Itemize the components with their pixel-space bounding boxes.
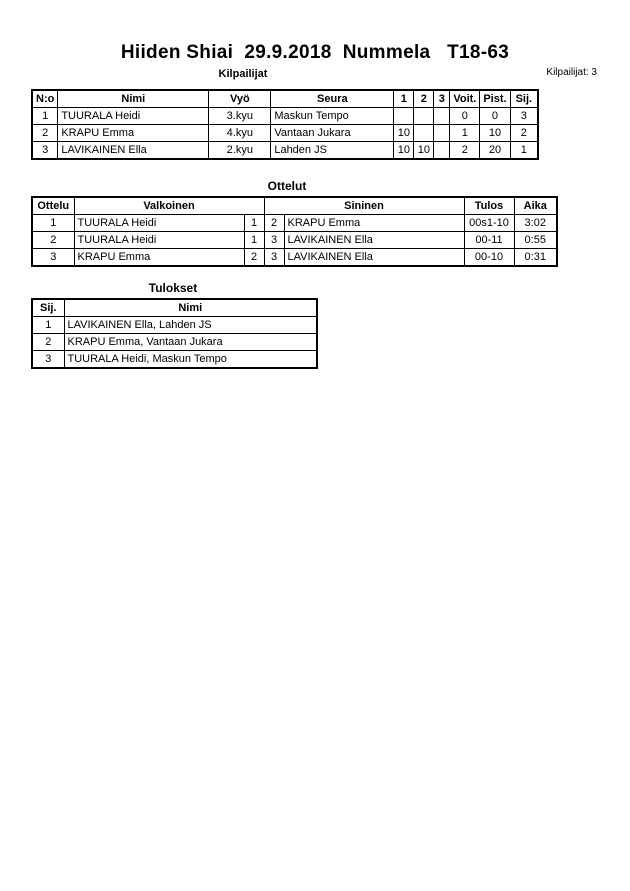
ottelut-table — [31, 196, 558, 267]
col-header-sij: Sij. — [510, 90, 538, 108]
col-header-sij: Sij. — [32, 299, 64, 317]
table-row — [32, 317, 317, 334]
cell-white-name: TUURALA Heidi — [74, 232, 244, 249]
kilpailijat-table — [31, 89, 539, 160]
cell-sij: 2 — [32, 334, 64, 351]
cell-blue-name: LAVIKAINEN Ella — [284, 232, 464, 249]
cell-score-2 — [414, 125, 434, 142]
cell-score-1: 10 — [394, 125, 414, 142]
col-header-ottelu: Ottelu — [32, 197, 74, 215]
cell-vyo: 4.kyu — [209, 125, 271, 142]
col-header-sininen: Sininen — [264, 197, 464, 215]
cell-score-1: 10 — [394, 142, 414, 160]
cell-aika: 3:02 — [514, 215, 557, 232]
cell-nimi: LAVIKAINEN Ella, Lahden JS — [64, 317, 317, 334]
cell-voit: 2 — [450, 142, 480, 160]
section-title-kilpailijat: Kilpailijat — [218, 68, 268, 80]
table-row — [32, 142, 538, 160]
tulokset-table — [31, 298, 318, 369]
cell-no: 1 — [32, 108, 58, 125]
cell-score-1 — [394, 108, 414, 125]
col-header-nimi: Nimi — [64, 299, 317, 317]
col-header-valkoinen: Valkoinen — [74, 197, 264, 215]
cell-match-no: 3 — [32, 249, 74, 267]
cell-voit: 0 — [450, 108, 480, 125]
col-header-1: 1 — [394, 90, 414, 108]
cell-seura: Vantaan Jukara — [271, 125, 394, 142]
cell-tulos: 00-10 — [464, 249, 514, 267]
cell-blue-number: 3 — [264, 249, 284, 267]
cell-nimi: KRAPU Emma — [58, 125, 209, 142]
section-title-tulokset: Tulokset — [148, 281, 198, 295]
cell-score-2 — [414, 108, 434, 125]
competitors-count: Kilpailijat: 3 — [546, 67, 597, 78]
cell-white-number: 2 — [244, 249, 264, 267]
cell-sij: 1 — [32, 317, 64, 334]
cell-aika: 0:55 — [514, 232, 557, 249]
cell-blue-name: KRAPU Emma — [284, 215, 464, 232]
cell-match-no: 1 — [32, 215, 74, 232]
col-header-pist: Pist. — [480, 90, 510, 108]
section-title-ottelut: Ottelut — [267, 179, 307, 193]
cell-score-3 — [434, 142, 450, 160]
cell-pist: 0 — [480, 108, 510, 125]
cell-white-name: TUURALA Heidi — [74, 215, 244, 232]
cell-aika: 0:31 — [514, 249, 557, 267]
cell-sij: 1 — [510, 142, 538, 160]
page-title: Hiiden Shiai 29.9.2018 Nummela T18-63 — [120, 42, 510, 63]
cell-no: 2 — [32, 125, 58, 142]
cell-no: 3 — [32, 142, 58, 160]
cell-seura: Lahden JS — [271, 142, 394, 160]
cell-white-name: KRAPU Emma — [74, 249, 244, 267]
table-row — [32, 351, 317, 369]
cell-match-no: 2 — [32, 232, 74, 249]
col-header-nimi: Nimi — [58, 90, 209, 108]
table-row — [32, 232, 557, 249]
col-header-3: 3 — [434, 90, 450, 108]
cell-nimi: TUURALA Heidi — [58, 108, 209, 125]
cell-seura: Maskun Tempo — [271, 108, 394, 125]
cell-blue-number: 3 — [264, 232, 284, 249]
table-row — [32, 215, 557, 232]
col-header-voit: Voit. — [450, 90, 480, 108]
cell-tulos: 00-11 — [464, 232, 514, 249]
cell-blue-number: 2 — [264, 215, 284, 232]
cell-voit: 1 — [450, 125, 480, 142]
cell-tulos: 00s1-10 — [464, 215, 514, 232]
table-row — [32, 125, 538, 142]
kilpailijat-header-row — [32, 90, 538, 108]
cell-blue-name: LAVIKAINEN Ella — [284, 249, 464, 267]
table-row — [32, 249, 557, 267]
table-row — [32, 334, 317, 351]
col-header-no: N:o — [32, 90, 58, 108]
cell-pist: 10 — [480, 125, 510, 142]
cell-sij: 3 — [32, 351, 64, 369]
cell-nimi: TUURALA Heidi, Maskun Tempo — [64, 351, 317, 369]
cell-score-3 — [434, 125, 450, 142]
col-header-seura: Seura — [271, 90, 394, 108]
cell-sij: 3 — [510, 108, 538, 125]
cell-nimi: LAVIKAINEN Ella — [58, 142, 209, 160]
col-header-aika: Aika — [514, 197, 557, 215]
cell-score-3 — [434, 108, 450, 125]
table-row — [32, 108, 538, 125]
cell-white-number: 1 — [244, 232, 264, 249]
cell-sij: 2 — [510, 125, 538, 142]
cell-vyo: 3.kyu — [209, 108, 271, 125]
cell-pist: 20 — [480, 142, 510, 160]
col-header-tulos: Tulos — [464, 197, 514, 215]
ottelut-header-row — [32, 197, 557, 215]
cell-nimi: KRAPU Emma, Vantaan Jukara — [64, 334, 317, 351]
tulokset-header-row — [32, 299, 317, 317]
cell-score-2: 10 — [414, 142, 434, 160]
col-header-2: 2 — [414, 90, 434, 108]
cell-white-number: 1 — [244, 215, 264, 232]
col-header-vyo: Vyö — [209, 90, 271, 108]
cell-vyo: 2.kyu — [209, 142, 271, 160]
